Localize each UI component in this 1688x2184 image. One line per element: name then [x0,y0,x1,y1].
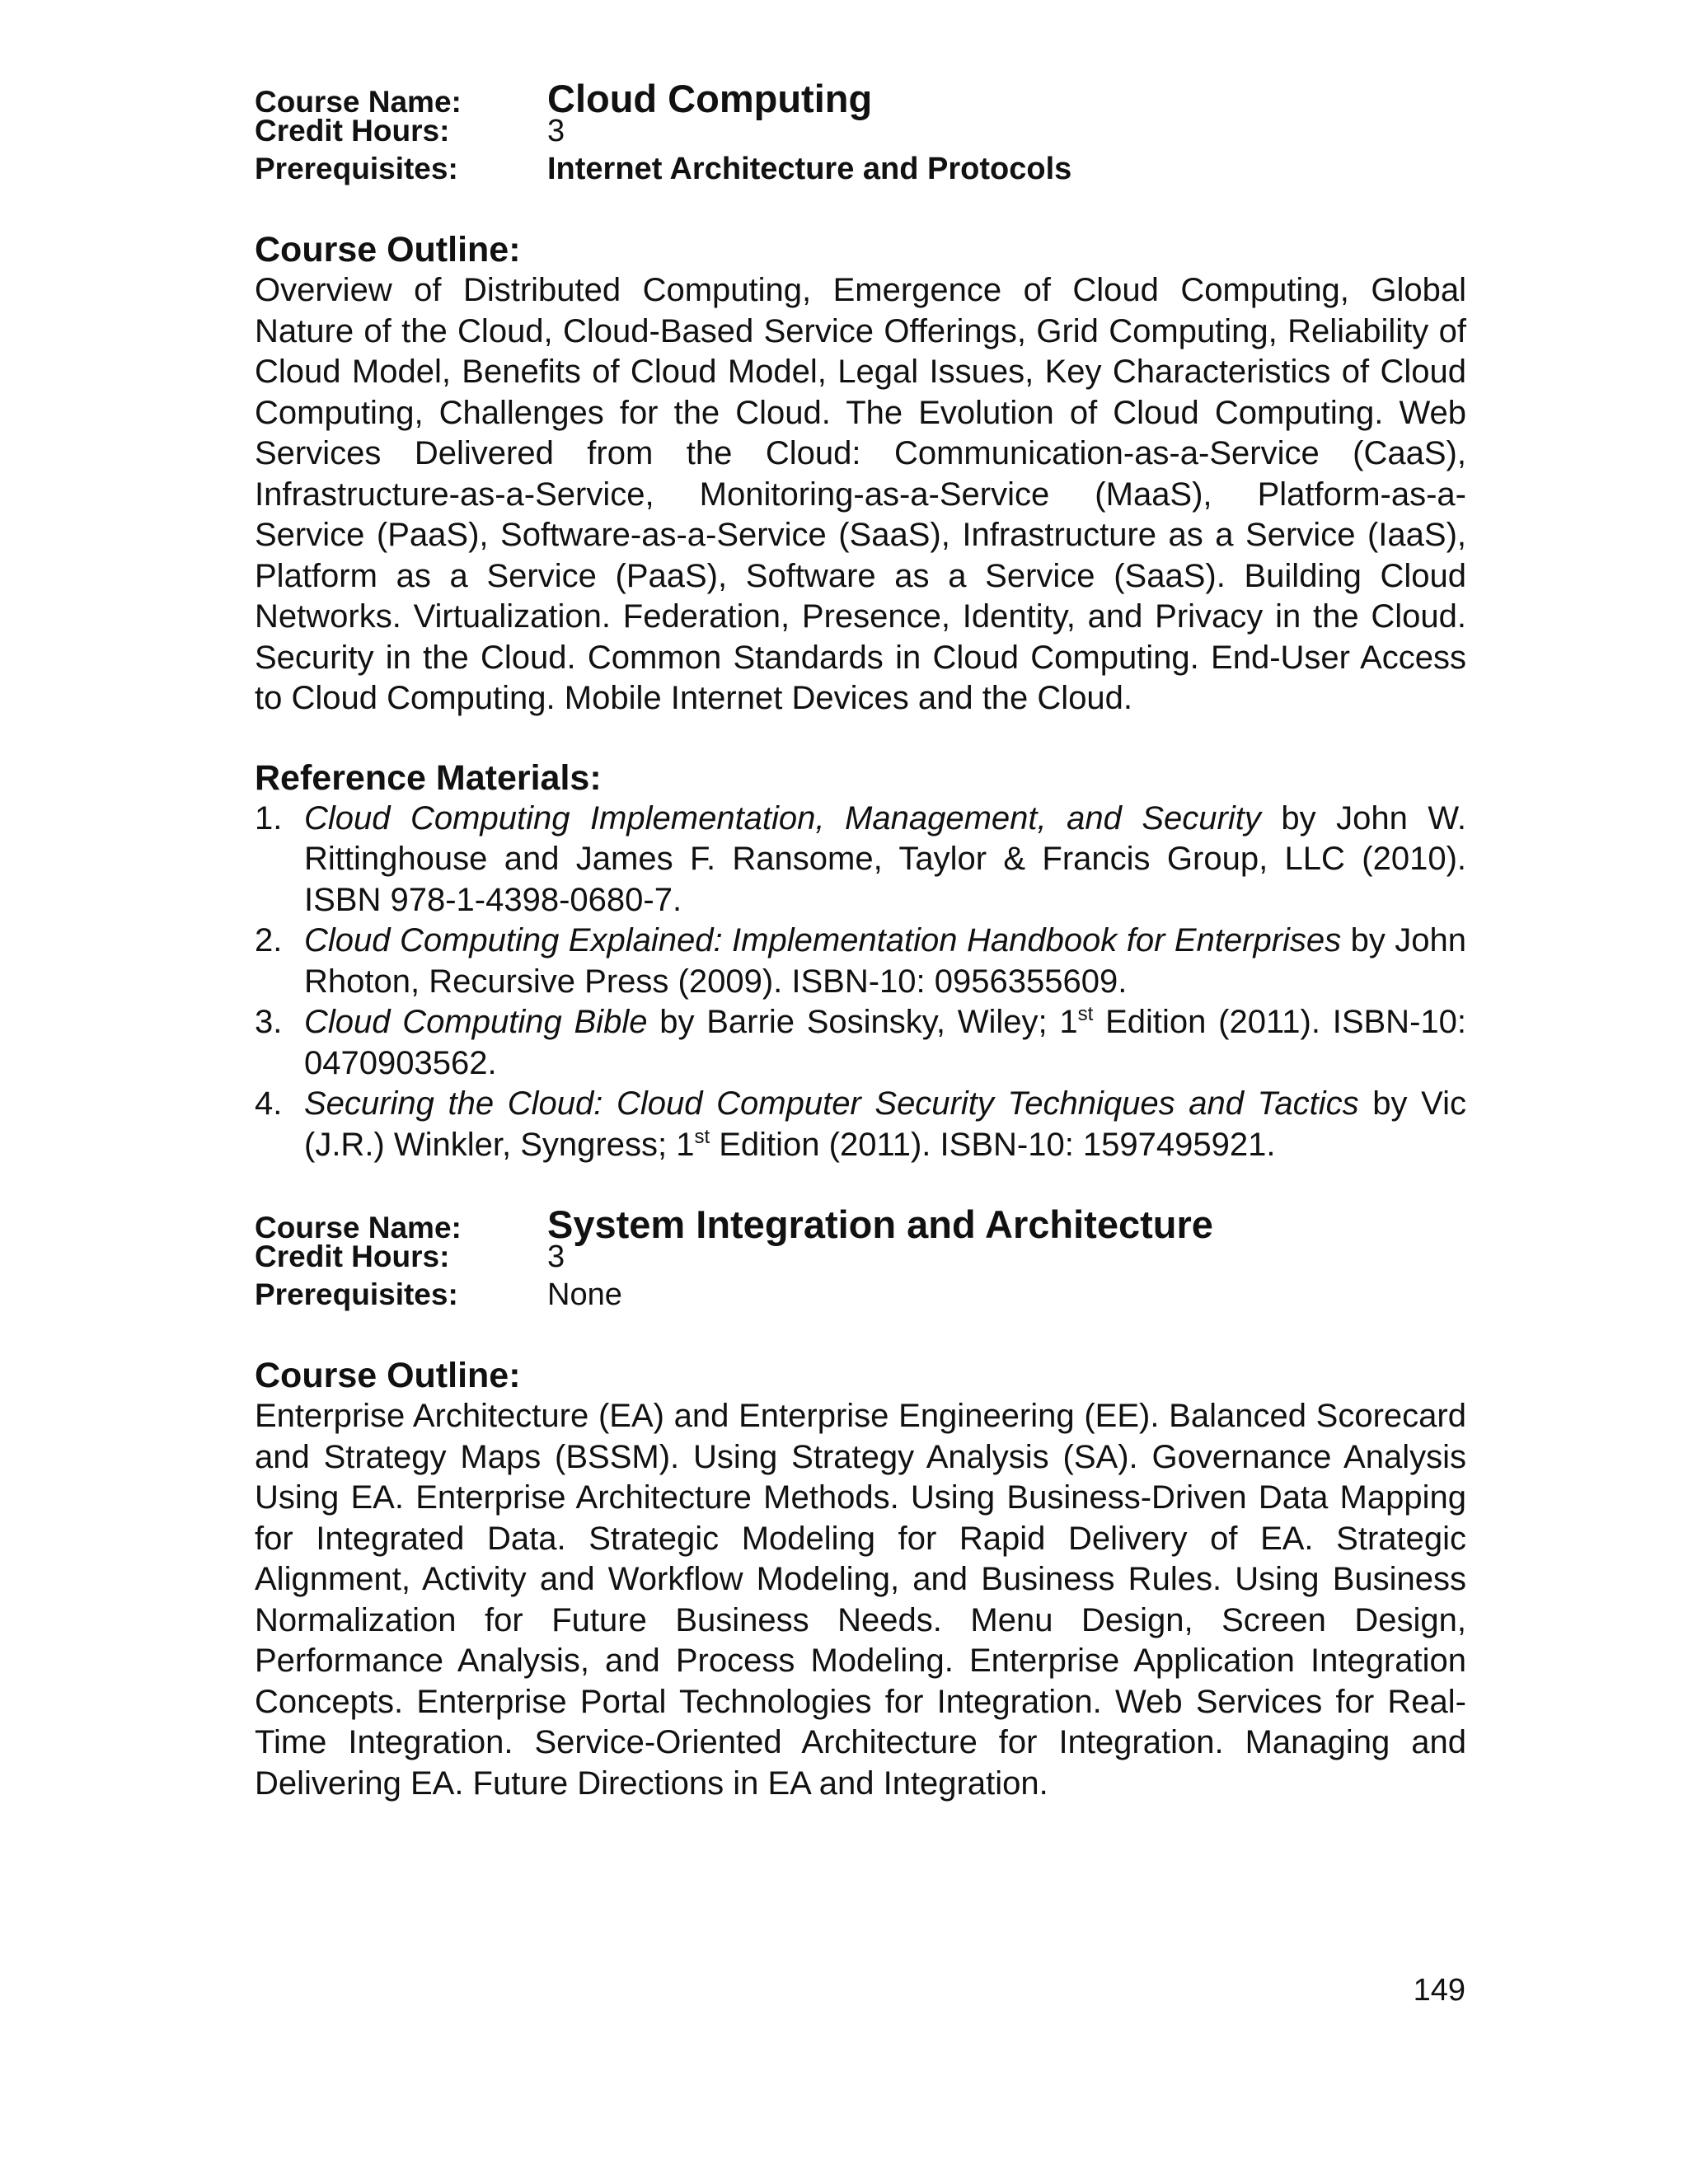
prerequisites-value: Internet Architecture and Protocols [547,152,1072,186]
course-name-label: Course Name: [255,85,462,119]
ordinal-superscript: st [1077,1003,1094,1025]
course-name-row [255,1202,1466,1246]
reference-list [255,799,1466,1166]
course-name-label: Course Name: [255,1211,462,1244]
reference-text [304,921,1466,1002]
reference-item [255,799,1466,921]
reference-item [255,1084,1466,1165]
reference-title: Cloud Computing Implementation, Management, and Security [304,799,1261,837]
reference-title: Cloud Computing Explained: Implementation Handbook for Enterprises [304,922,1342,958]
prerequisites-label: Prerequisites: [255,1277,458,1311]
reference-number: 2. [255,922,283,958]
credit-hours-label: Credit Hours: [255,1240,450,1273]
course-name-row [255,76,1466,120]
prerequisites-value: None [547,1277,622,1312]
reference-text [304,799,1466,921]
course-outline-heading: Course Outline: [255,230,521,269]
credit-hours-value: 3 [547,1240,565,1274]
reference-details: by Vic (J.R.) Winkler, Syngress; 1 [304,1085,1466,1163]
course-name-value: System Integration and Architecture [547,1202,1213,1246]
ordinal-superscript: st [694,1125,710,1148]
reference-details-end: Edition (2011). ISBN-10: 0470903562. [304,1004,1466,1081]
course1-meta [255,76,1466,190]
document-page [255,76,1466,1804]
reference-item [255,921,1466,1002]
prerequisites-row [255,152,1466,190]
credit-hours-value: 3 [547,114,565,148]
reference-text [304,1084,1466,1165]
course-outline-text: Enterprise Architecture (EA) and Enterprise Engineering (EE). Balanced Scorecard and Strategy Maps (BSSM). Using Strategy Analysis (SA). Governance Analysis Using EA. Enterprise Architecture Methods. Using Business-Driven Data Mapping for Integrated Data. Strategic Modeling for Rapid Delivery of EA. Strategic Alignment, Activity and Workflow Modeling, and Business Rules. Using Business Normalization for Future Business Needs. Menu Design, Screen Design, Performance Analysis, and Process Modeling. Enterprise Application Integration Concepts. Enterprise Portal Technologies for Integration. Web Services for Real-Time Integration. Service-Oriented Architecture for Integration. Managing and Delivering EA. Future Directions in EA and Integration. [255,1398,1466,1802]
prerequisites-row [255,1277,1466,1315]
reference-title: Cloud Computing Bible [304,1004,648,1040]
page-number: 149 [1413,1973,1465,2008]
reference-details: by John W. Rittinghouse and James F. Ransome, Taylor & Francis Group, LLC (2010). ISBN 978-1-4398-0680-7. [304,799,1466,918]
course-outline-text: Overview of Distributed Computing, Emergence of Cloud Computing, Global Nature of the Cloud, Cloud-Based Service Offerings, Grid Computing, Reliability of Cloud Model, Benefits of Cloud Model, Legal Issues, Key Characteristics of Cloud Computing, Challenges for the Cloud. The Evolution of Cloud Computing. Web Services Delivered from the Cloud: Communication-as-a-Service (CaaS), Infrastructure-as-a-Service, Monitoring-as-a-Service (MaaS), Platform-as-a-Service (PaaS), Software-as-a-Service (SaaS), Infrastructure as a Service (IaaS), Platform as a Service (PaaS), Software as a Service (SaaS). Building Cloud Networks. Virtualization. Federation, Presence, Identity, and Privacy in the Cloud. Security in the Cloud. Common Standards in Cloud Computing. End-User Access to Cloud Computing. Mobile Internet Devices and the Cloud. [255,272,1466,716]
course-outline-heading: Course Outline: [255,1356,521,1395]
credit-hours-label: Credit Hours: [255,114,450,148]
prerequisites-label: Prerequisites: [255,152,458,185]
reference-item [255,1002,1466,1084]
reference-materials-heading: Reference Materials: [255,757,602,798]
reference-number: 4. [255,1085,283,1122]
reference-number: 3. [255,1004,283,1040]
course2-meta [255,1202,1466,1315]
reference-details: by Barrie Sosinsky, Wiley; 1 [647,1004,1078,1040]
course-name-value: Cloud Computing [547,77,873,120]
reference-details-end: Edition (2011). ISBN-10: 1597495921. [710,1126,1276,1163]
reference-number: 1. [255,799,283,837]
reference-details: by John Rhoton, Recursive Press (2009). ISBN-10: 0956355609. [304,922,1466,1000]
reference-title: Securing the Cloud: Cloud Computer Security Techniques and Tactics [304,1085,1359,1122]
reference-text [304,1002,1466,1084]
